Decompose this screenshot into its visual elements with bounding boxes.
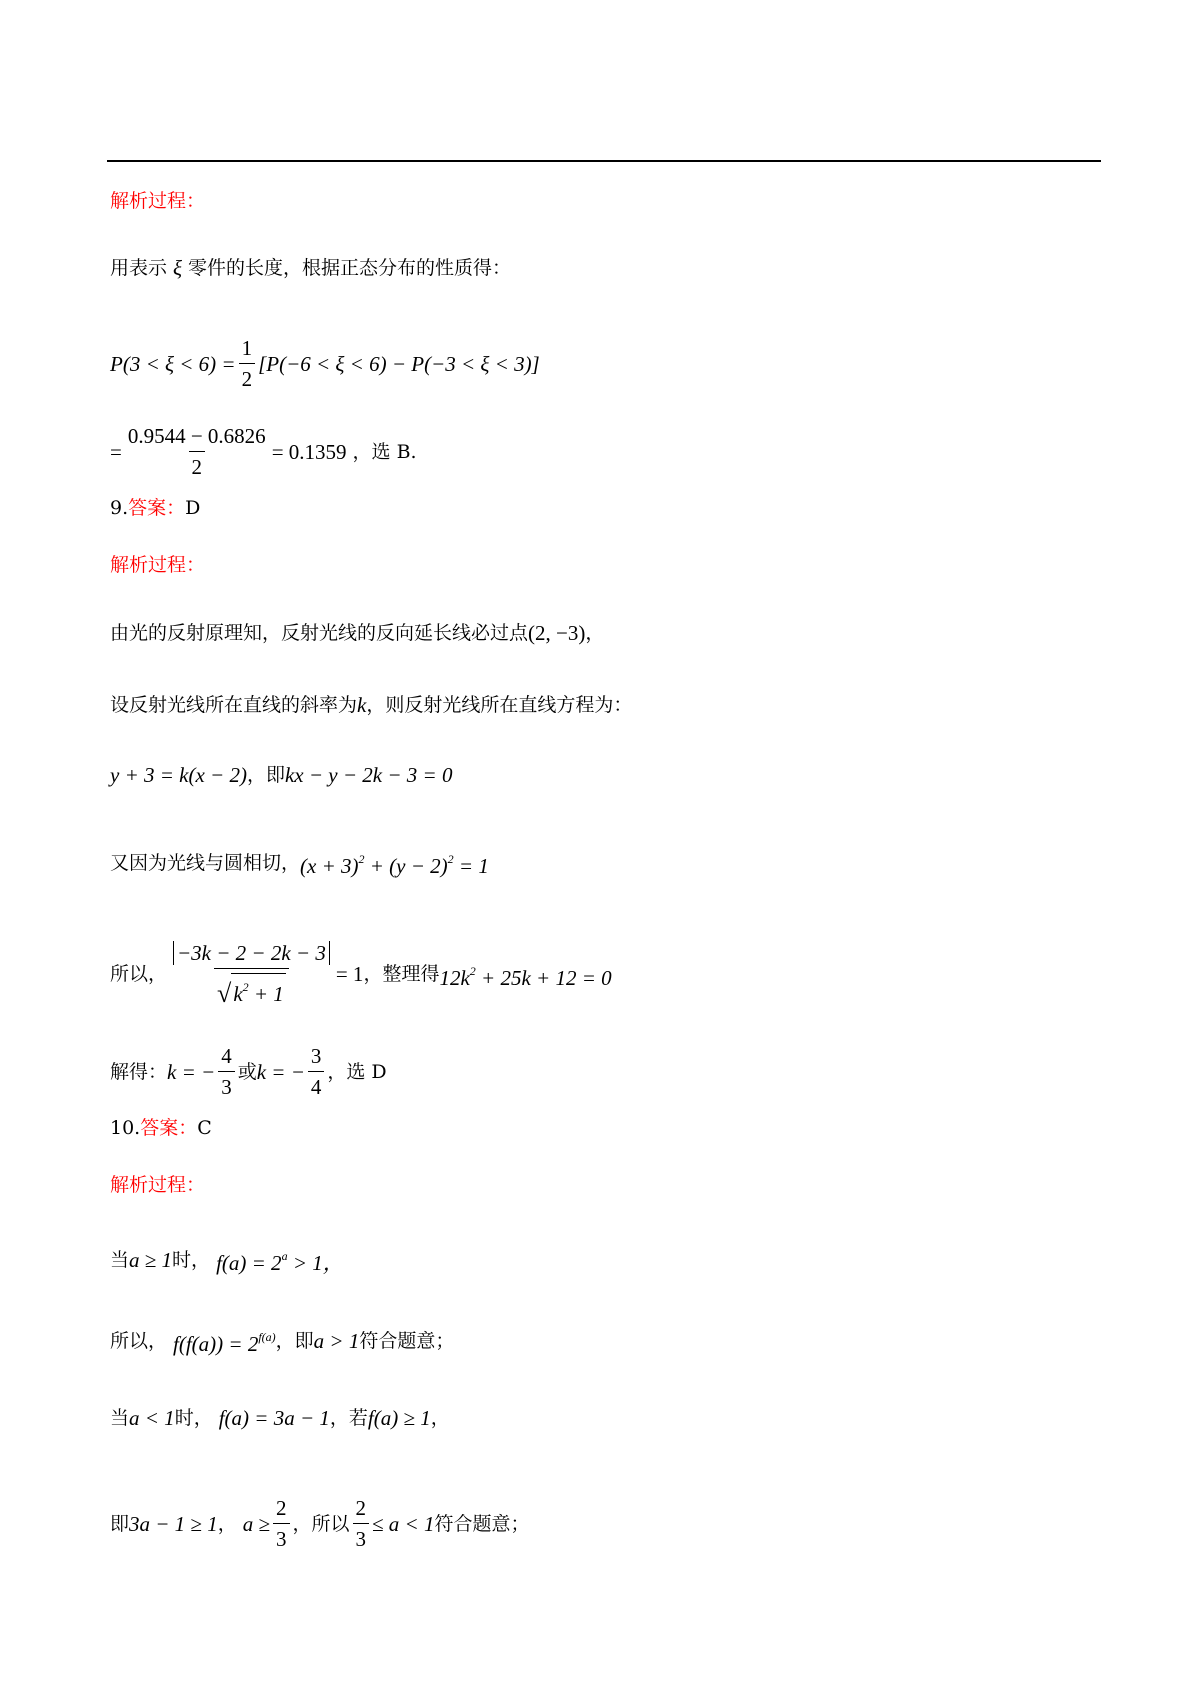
slope-symbol: k <box>357 693 367 717</box>
equation: y + 3 = k(x − 2) <box>110 763 247 787</box>
paragraph-reflection <box>110 620 604 646</box>
fraction-three-fourths <box>308 1043 325 1100</box>
fraction-denominator: 2 <box>239 363 256 392</box>
choice-text: ，选 D <box>327 1060 387 1083</box>
text: ，所以 <box>292 1512 350 1535</box>
case-a-lt-1 <box>110 1405 450 1431</box>
nested-function <box>110 1324 454 1357</box>
sqrt <box>217 971 286 1007</box>
answer-label: 答案： <box>128 497 186 519</box>
inequality: a ≥ <box>242 1511 271 1536</box>
label-text: 解析过程： <box>110 1174 206 1196</box>
fraction-two-thirds <box>273 1495 290 1552</box>
circle-equation <box>110 846 489 879</box>
section-label <box>110 188 205 214</box>
circle-formula <box>300 846 489 879</box>
text: 用表示 <box>110 257 168 279</box>
fraction-difference <box>125 423 269 480</box>
text: 符合题意； <box>359 1329 455 1352</box>
function-composition: $f(f(a)) = 2^{f(a)}$ <box>173 1330 276 1356</box>
text: 即 <box>110 1512 130 1535</box>
text: ，若 <box>329 1407 368 1429</box>
result-value: = 0.1359 <box>271 439 347 464</box>
fraction-numerator <box>170 940 333 968</box>
text: 时， <box>174 1407 213 1429</box>
fraction-denominator: 3 <box>273 1523 290 1552</box>
question-number: 10. <box>110 1117 141 1139</box>
text: 解得： <box>110 1060 168 1083</box>
probability-result <box>110 423 417 480</box>
text: 又因为光线与圆相切， <box>110 851 301 874</box>
text: 所以， <box>110 1329 168 1352</box>
exponent: 2 <box>447 852 454 866</box>
text: 或 <box>237 1060 257 1083</box>
fraction-denominator: 4 <box>308 1071 325 1100</box>
condition: a ≥ 1 <box>129 1247 173 1272</box>
k-value: k = − <box>167 1059 216 1084</box>
fraction-numerator: 1 <box>241 336 253 360</box>
formula-lhs: P(3 < ξ < 6) = <box>110 351 236 376</box>
distance-formula <box>110 940 612 1008</box>
fraction-numerator: 0.9544 − 0.6826 <box>127 424 266 448</box>
fraction-half <box>239 335 256 392</box>
answer-value: D <box>185 497 201 519</box>
k-value: k = − <box>256 1059 305 1084</box>
xi-symbol: ξ <box>173 256 183 280</box>
condition: f(a) ≥ 1 <box>367 1406 431 1430</box>
answer-value: C <box>197 1117 212 1139</box>
text: ， <box>217 1512 237 1535</box>
fraction-four-thirds <box>218 1043 235 1100</box>
text: 由光的反射原理知，反射光线的反向延长线必过点 <box>110 622 529 644</box>
fraction-numerator: 3 <box>310 1044 322 1068</box>
text: 时， <box>172 1248 211 1271</box>
final-range <box>110 1495 530 1552</box>
paragraph-slope <box>110 692 632 718</box>
text: ， <box>585 622 605 644</box>
question-number: 9. <box>110 497 129 519</box>
case-a-ge-1 <box>110 1243 344 1276</box>
answer-label: 答案： <box>140 1117 198 1139</box>
equals-one: = 1 <box>335 962 364 986</box>
quadratic: $12k^2 + 25k + 12 = 0$ <box>439 963 612 990</box>
absolute-value: −3k − 2 − 2k − 3 <box>173 941 330 965</box>
text: ，即 <box>246 764 285 786</box>
paragraph-normal-distribution <box>110 255 511 281</box>
fraction-numerator: 2 <box>355 1496 367 1520</box>
answer-10 <box>110 1115 212 1141</box>
choice-text: ，选 B. <box>352 440 417 463</box>
function-value: $f(a) = 2^a > 1$， <box>216 1249 344 1275</box>
term: + (y − 2) <box>364 854 448 878</box>
section-label <box>110 552 205 578</box>
fraction-numerator: 4 <box>221 1044 232 1068</box>
equals: = <box>110 439 122 464</box>
text: ，整理得 <box>363 963 440 985</box>
text: 零件的长度，根据正态分布的性质得： <box>188 257 512 279</box>
function-value: f(a) = 3a − 1 <box>218 1406 330 1430</box>
text: 所以， <box>110 963 168 985</box>
solution-k <box>110 1043 387 1100</box>
formula-rhs: [P(−6 < ξ < 6) − P(−3 < ξ < 3)] <box>258 351 540 376</box>
text: 符合题意； <box>434 1512 530 1535</box>
term: (x + 3) <box>300 854 359 878</box>
text: ，即 <box>275 1329 314 1352</box>
term: = 1 <box>453 854 489 878</box>
probability-formula <box>110 335 540 392</box>
text: 设反射光线所在直线的斜率为 <box>110 694 358 716</box>
header-rule <box>107 160 1101 162</box>
exponent: 2 <box>358 852 365 866</box>
answer-9 <box>110 495 200 521</box>
condition: a > 1 <box>313 1328 360 1353</box>
section-label <box>110 1172 205 1198</box>
text: 当 <box>110 1248 130 1271</box>
fraction-numerator: 2 <box>276 1496 287 1520</box>
fraction-two-thirds <box>353 1495 370 1552</box>
text: 当 <box>110 1407 130 1429</box>
fraction-distance <box>170 940 333 1008</box>
radical-sign: √ <box>217 979 232 1008</box>
inequality: 3a − 1 ≥ 1 <box>129 1511 218 1536</box>
equation: kx − y − 2k − 3 = 0 <box>284 763 453 787</box>
condition: a < 1 <box>129 1406 175 1430</box>
inequality: ≤ a < 1 <box>372 1511 435 1536</box>
text: ，则反射光线所在直线方程为： <box>366 694 633 716</box>
text: ， <box>430 1407 450 1429</box>
fraction-denominator: 3 <box>353 1523 370 1552</box>
fraction-denominator <box>214 968 289 1008</box>
line-equation <box>110 762 452 788</box>
radicand: $k^2 + 1$ <box>231 973 286 1007</box>
fraction-denominator: 2 <box>189 451 206 480</box>
point: (2, −3) <box>528 621 586 645</box>
fraction-denominator: 3 <box>218 1071 235 1100</box>
label-text: 解析过程： <box>110 190 206 212</box>
label-text: 解析过程： <box>110 554 206 576</box>
